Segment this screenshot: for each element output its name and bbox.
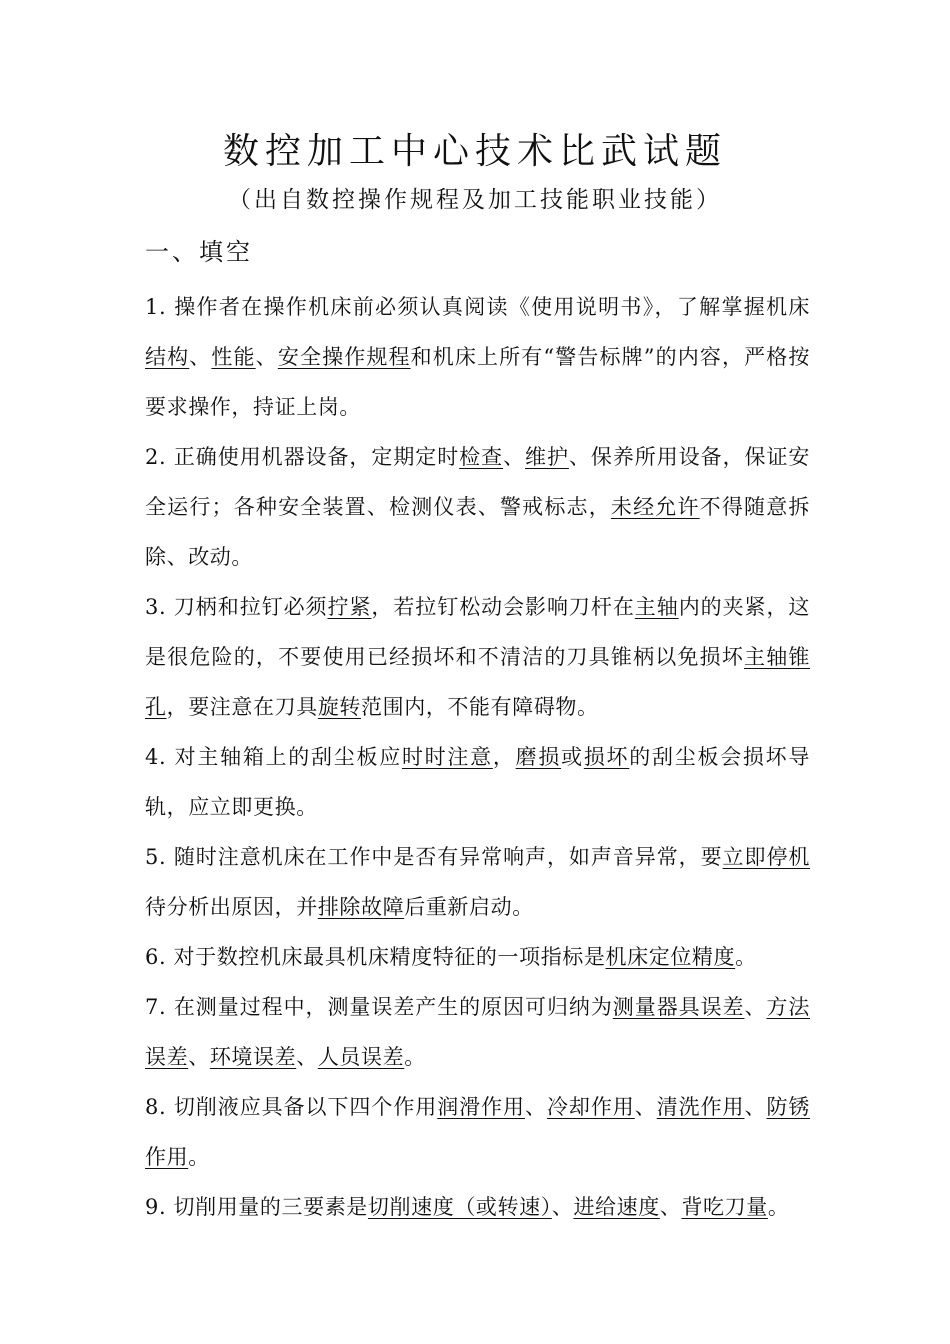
answer-blank: 背吃刀量: [681, 1195, 768, 1219]
question-text: 的刮尘板会损坏导轨，应立即更换。: [145, 745, 810, 819]
question-text: 范围内，不能有障碍物。: [361, 695, 599, 719]
answer-blank: 进给速度: [573, 1195, 660, 1219]
question-item-4: [145, 732, 810, 832]
answer-blank: 结构: [145, 345, 190, 369]
question-list: [145, 282, 810, 1232]
question-text: 8. 切削液应具备以下四个作用: [145, 1095, 438, 1119]
answer-blank: 环境误差: [209, 1045, 297, 1069]
answer-blank: 主轴锥孔: [145, 645, 810, 719]
question-text: 1. 操作者在操作机床前必须认真阅读《使用说明书》，了解掌握机床: [145, 295, 810, 319]
answer-blank: 防锈作用: [145, 1095, 811, 1169]
answer-blank: 冷却作用: [546, 1095, 635, 1119]
question-text: ，要注意在刀具: [166, 695, 318, 719]
answer-blank: 未经允许: [610, 495, 700, 519]
answer-blank: 时时注意: [401, 745, 493, 769]
question-text: 。: [404, 1045, 426, 1069]
question-text: 。: [735, 945, 757, 969]
question-item-7: [145, 982, 810, 1082]
question-item-1: [145, 282, 810, 432]
question-text: 、: [255, 345, 278, 369]
question-item-6: [145, 932, 810, 982]
question-text: 4. 对主轴箱上的刮尘板应: [145, 745, 402, 769]
answer-blank: 旋转: [317, 695, 362, 719]
answer-blank: 清洗作用: [656, 1095, 745, 1119]
document-title: 数控加工中心技术比武试题: [222, 131, 727, 172]
question-text: 、: [503, 445, 526, 469]
question-text: 内的夹紧，这是很危险的，不要使用已经损坏和不清洁的刀具锥柄以免损坏: [145, 595, 811, 669]
question-text: 3. 刀柄和拉钉必须: [145, 595, 328, 619]
answer-blank: 立即停机: [722, 845, 810, 869]
question-text: 、: [525, 1095, 547, 1119]
question-text: 6. 对于数控机床最具机床精度特征的一项指标是: [145, 945, 606, 969]
answer-blank: 维护: [525, 445, 569, 469]
section-heading: 一、填空: [145, 238, 253, 266]
answer-blank: 拧紧: [327, 595, 372, 619]
question-text: 、保养所用设备，保证安全运行；各种安全装置、检测仪表、警戒标志，: [145, 445, 811, 519]
question-text: 、: [744, 995, 767, 1019]
question-text: 7. 在测量过程中，测量误差产生的原因可归纳为: [145, 995, 613, 1019]
question-text: 9. 切削用量的三要素是: [145, 1195, 368, 1219]
answer-blank: 排除故障: [317, 895, 405, 919]
answer-blank: 方法误差: [145, 995, 810, 1069]
question-text: 或: [561, 745, 584, 769]
question-text: 后重新启动。: [404, 895, 534, 919]
question-item-5: [145, 832, 810, 932]
question-text: ，: [492, 745, 516, 769]
question-text: 5. 随时注意机床在工作中是否有异常响声，如声音异常，要: [145, 845, 723, 869]
question-text: ，若拉钉松动会影响刀杆在: [371, 595, 635, 619]
question-text: 、: [659, 1195, 682, 1219]
question-text: 、: [296, 1045, 318, 1069]
answer-blank: 测量器具误差: [612, 995, 745, 1019]
answer-blank: 润滑作用: [437, 1095, 526, 1119]
question-text: 、: [634, 1095, 657, 1119]
document-subtitle: （出自数控操作规程及加工技能职业技能）: [228, 187, 722, 213]
question-text: 不得随意拆除、改动。: [145, 495, 810, 569]
question-text: 和机床上所有“警告标牌”的内容，严格按要求操作，持证上岗。: [145, 345, 810, 419]
answer-blank: 性能: [211, 345, 256, 369]
question-text: 2. 正确使用机器设备，定期定时: [145, 445, 460, 469]
answer-blank: 人员误差: [317, 1045, 405, 1069]
question-text: 。: [188, 1145, 210, 1169]
question-item-8: [145, 1082, 810, 1182]
answer-blank: 机床定位精度: [605, 945, 736, 969]
question-text: 、: [189, 345, 212, 369]
answer-blank: 损坏: [583, 745, 630, 769]
answer-blank: 主轴: [634, 595, 679, 619]
question-item-9: [145, 1182, 810, 1232]
question-text: 、: [744, 1095, 767, 1119]
question-text: 待分析出原因，并: [145, 895, 318, 919]
answer-blank: 磨损: [515, 745, 562, 769]
answer-blank: 切削速度（或转速）: [367, 1195, 552, 1219]
question-item-2: [145, 432, 810, 582]
question-text: 、: [551, 1195, 574, 1219]
question-text: 。: [767, 1195, 790, 1219]
answer-blank: 检查: [459, 445, 504, 469]
answer-blank: 安全操作规程: [277, 345, 411, 369]
question-item-3: [145, 582, 810, 732]
question-text: 、: [188, 1045, 210, 1069]
